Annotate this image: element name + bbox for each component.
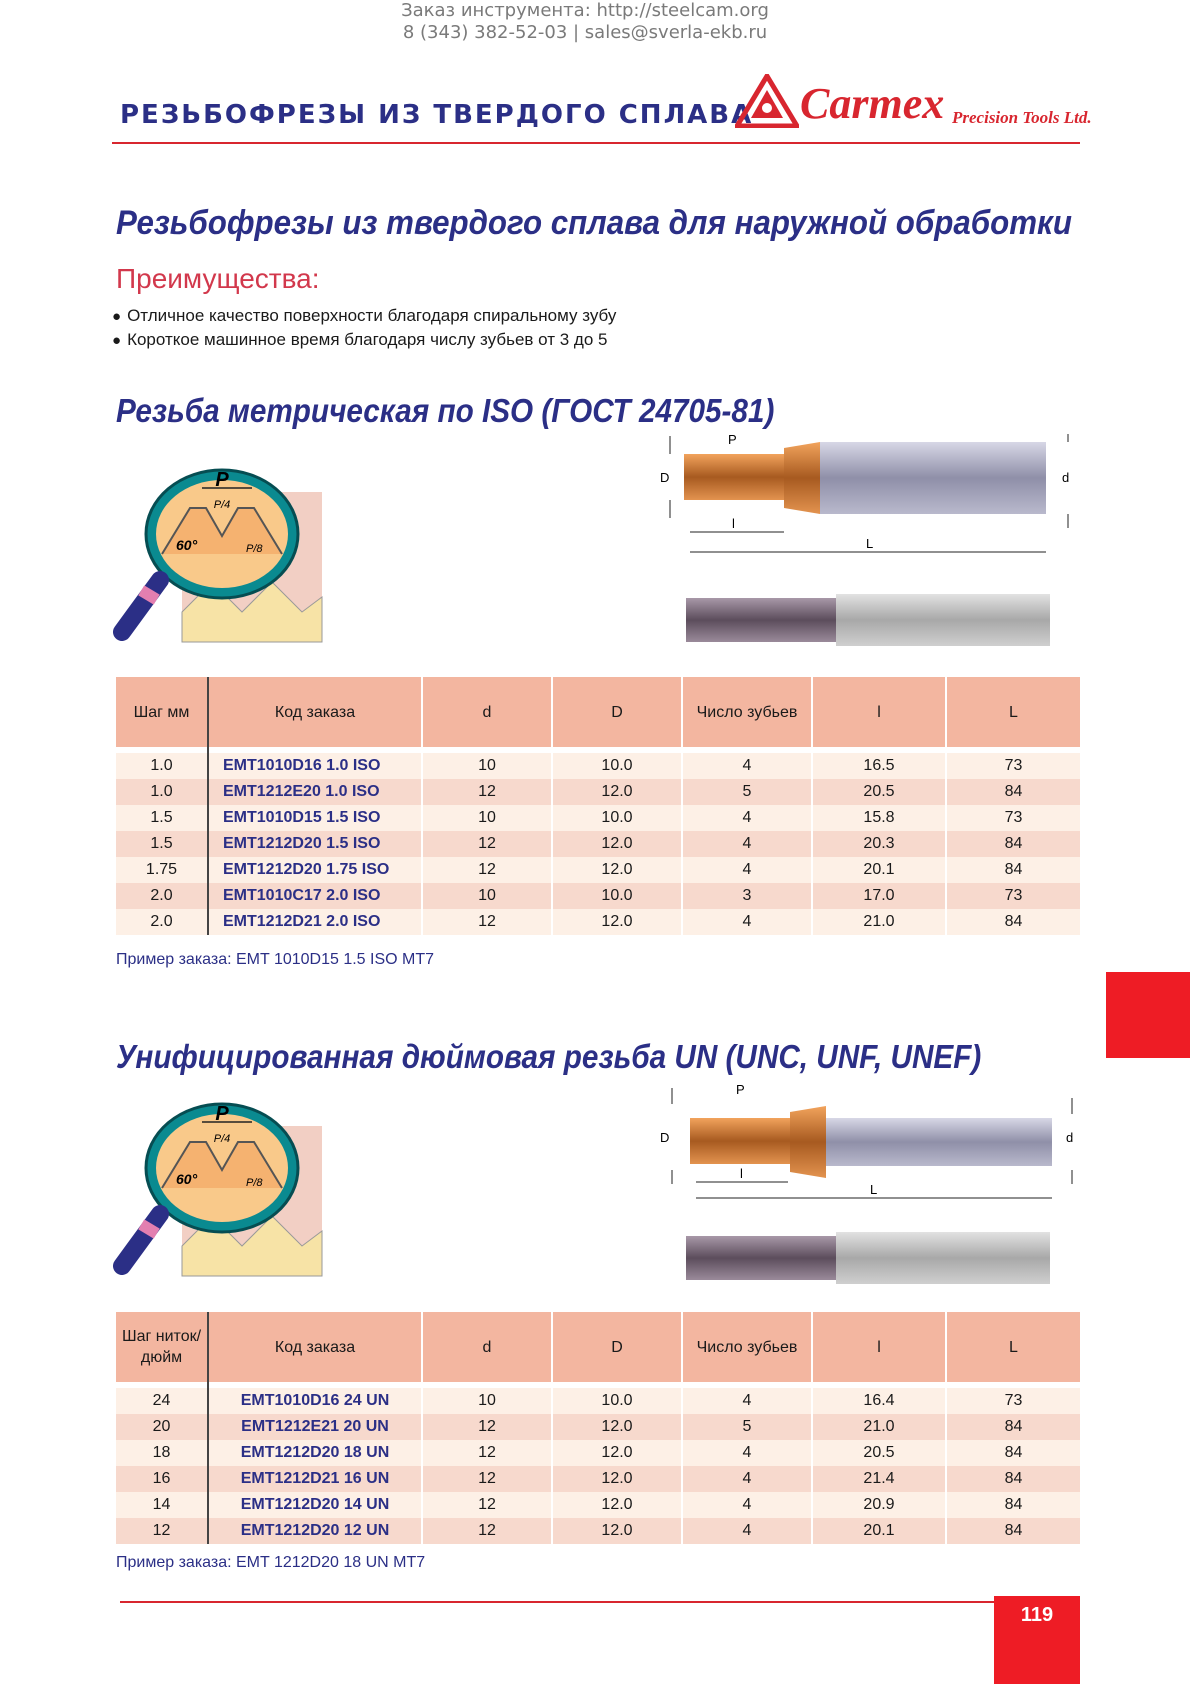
angle-value: 60 bbox=[176, 537, 192, 553]
cell-L: 84 bbox=[946, 909, 1080, 935]
cell-code: EMT1212D20 1.75 ISO bbox=[208, 857, 422, 883]
cell-d: 12 bbox=[422, 857, 552, 883]
logo-name: Carmex bbox=[800, 79, 945, 128]
cell-L: 84 bbox=[946, 857, 1080, 883]
table-row bbox=[116, 831, 1080, 857]
thread-profile-illustration bbox=[112, 462, 332, 658]
cell-pitch: 24 bbox=[116, 1388, 208, 1414]
cell-L: 84 bbox=[946, 779, 1080, 805]
cell-d: 10 bbox=[422, 753, 552, 779]
cell-teeth: 3 bbox=[682, 883, 812, 909]
col-header-teeth: Число зубьев bbox=[682, 677, 812, 747]
advantages-list bbox=[112, 304, 616, 352]
cell-teeth: 4 bbox=[682, 805, 812, 831]
cell-l: 16.5 bbox=[812, 753, 946, 779]
cell-code: EMT1010D15 1.5 ISO bbox=[208, 805, 422, 831]
cell-code: EMT1010D16 1.0 ISO bbox=[208, 753, 422, 779]
cell-teeth: 4 bbox=[682, 909, 812, 935]
cell-code: EMT1212D21 2.0 ISO bbox=[208, 909, 422, 935]
dim-L-label: L bbox=[866, 536, 874, 551]
cell-code: EMT1212D20 18 UN bbox=[208, 1440, 422, 1466]
carmex-logo-icon bbox=[735, 74, 799, 128]
p8-label: P/8 bbox=[246, 543, 263, 555]
cell-d: 10 bbox=[422, 1388, 552, 1414]
list-item: ● Короткое машинное время благодаря числу зубьев от 3 до 5 bbox=[112, 328, 616, 352]
cell-l: 16.4 bbox=[812, 1388, 946, 1414]
cell-l: 20.1 bbox=[812, 857, 946, 883]
dim-L-label: L bbox=[870, 1182, 878, 1197]
table-row bbox=[116, 883, 1080, 909]
cell-D: 12.0 bbox=[552, 779, 682, 805]
cell-L: 84 bbox=[946, 1518, 1080, 1544]
cell-pitch: 1.5 bbox=[116, 805, 208, 831]
iso-section-title: Резьба метрическая по ISO (ГОСТ 24705-81) bbox=[116, 392, 775, 429]
table-row bbox=[116, 909, 1080, 935]
cell-d: 12 bbox=[422, 779, 552, 805]
cell-teeth: 4 bbox=[682, 1466, 812, 1492]
cell-l: 20.5 bbox=[812, 779, 946, 805]
contact-url[interactable]: Заказ инструмента: http://steelcam.org bbox=[401, 0, 769, 21]
table-row bbox=[116, 779, 1080, 805]
cell-pitch: 12 bbox=[116, 1518, 208, 1544]
thread-profile-illustration bbox=[112, 1096, 332, 1292]
cell-teeth: 4 bbox=[682, 1492, 812, 1518]
dim-P-label: P bbox=[736, 1082, 745, 1097]
cell-l: 17.0 bbox=[812, 883, 946, 909]
logo-subtitle: Precision Tools Ltd. bbox=[952, 108, 1092, 127]
col-header-d: d bbox=[422, 677, 552, 747]
list-item: ● Отличное качество поверхности благодаря спиральному зубу bbox=[112, 304, 616, 328]
cell-D: 12.0 bbox=[552, 831, 682, 857]
cell-teeth: 4 bbox=[682, 1518, 812, 1544]
col-header-pitch: Шаг мм bbox=[116, 677, 208, 747]
cell-D: 12.0 bbox=[552, 1492, 682, 1518]
cell-teeth: 4 bbox=[682, 1388, 812, 1414]
cell-l: 15.8 bbox=[812, 805, 946, 831]
section-header-title: РЕЗЬБОФРЕЗЫ ИЗ ТВЕРДОГО СПЛАВА bbox=[120, 100, 754, 130]
p4-label: P/4 bbox=[213, 499, 231, 511]
cell-L: 73 bbox=[946, 805, 1080, 831]
endmill-photo bbox=[686, 1232, 1050, 1284]
col-header-pitch: Шаг ниток/ дюйм bbox=[116, 1312, 208, 1382]
contact-block bbox=[330, 0, 840, 44]
pitch-label: P bbox=[215, 469, 229, 491]
un-table bbox=[116, 1312, 1080, 1544]
cell-l: 20.1 bbox=[812, 1518, 946, 1544]
cell-code: EMT1212D20 1.5 ISO bbox=[208, 831, 422, 857]
cell-D: 12.0 bbox=[552, 1414, 682, 1440]
col-header-l: l bbox=[812, 677, 946, 747]
col-header-teeth: Число зубьев bbox=[682, 1312, 812, 1382]
contact-phone-email[interactable]: 8 (343) 382-52-03 | sales@sverla-ekb.ru bbox=[402, 22, 768, 43]
section-tab-marker bbox=[1106, 972, 1190, 1058]
table-row bbox=[116, 1440, 1080, 1466]
cell-L: 84 bbox=[946, 1414, 1080, 1440]
cell-D: 12.0 bbox=[552, 1466, 682, 1492]
cell-code: EMT1212D21 16 UN bbox=[208, 1466, 422, 1492]
un-section-title: Унифицированная дюймовая резьба UN (UNC, UNF, UNEF) bbox=[116, 1038, 982, 1075]
cell-pitch: 1.0 bbox=[116, 779, 208, 805]
cell-L: 84 bbox=[946, 1440, 1080, 1466]
cell-D: 10.0 bbox=[552, 753, 682, 779]
col-header-D: D bbox=[552, 677, 682, 747]
cell-teeth: 4 bbox=[682, 857, 812, 883]
cell-d: 12 bbox=[422, 1492, 552, 1518]
dim-d-label: d bbox=[1062, 470, 1070, 485]
endmill-dimension-drawing bbox=[660, 1074, 1080, 1204]
un-order-example: Пример заказа: EMT 1212D20 18 UN MT7 bbox=[116, 1554, 426, 1571]
p8-label: P/8 bbox=[246, 1177, 263, 1189]
cell-teeth: 5 bbox=[682, 1414, 812, 1440]
dim-P-label: P bbox=[728, 434, 737, 447]
cell-d: 12 bbox=[422, 1466, 552, 1492]
p4-label: P/4 bbox=[213, 1133, 231, 1145]
cell-pitch: 1.5 bbox=[116, 831, 208, 857]
cell-code: EMT1212D20 12 UN bbox=[208, 1518, 422, 1544]
cell-D: 10.0 bbox=[552, 805, 682, 831]
cell-pitch: 2.0 bbox=[116, 909, 208, 935]
col-header-code: Код заказа bbox=[208, 677, 422, 747]
cell-d: 10 bbox=[422, 883, 552, 909]
cell-D: 12.0 bbox=[552, 1518, 682, 1544]
cell-L: 73 bbox=[946, 883, 1080, 909]
col-header-D: D bbox=[552, 1312, 682, 1382]
cell-D: 10.0 bbox=[552, 883, 682, 909]
dim-D-label: D bbox=[660, 470, 670, 485]
cell-pitch: 2.0 bbox=[116, 883, 208, 909]
cell-pitch: 18 bbox=[116, 1440, 208, 1466]
cell-teeth: 4 bbox=[682, 753, 812, 779]
cell-d: 12 bbox=[422, 1440, 552, 1466]
cell-d: 12 bbox=[422, 1518, 552, 1544]
page-title: Резьбофрезы из твердого сплава для наружной обработки bbox=[116, 204, 1072, 242]
endmill-photo bbox=[686, 594, 1050, 646]
dim-D-label: D bbox=[660, 1130, 670, 1145]
table-row bbox=[116, 1388, 1080, 1414]
cell-d: 12 bbox=[422, 909, 552, 935]
cell-d: 10 bbox=[422, 805, 552, 831]
endmill-dimension-drawing bbox=[660, 434, 1080, 564]
col-header-L: L bbox=[946, 677, 1080, 747]
cell-L: 84 bbox=[946, 831, 1080, 857]
cell-L: 73 bbox=[946, 753, 1080, 779]
angle-label: 60° bbox=[176, 537, 198, 553]
cell-code: EMT1212E20 1.0 ISO bbox=[208, 779, 422, 805]
cell-L: 84 bbox=[946, 1492, 1080, 1518]
angle-label: 60° bbox=[176, 1171, 198, 1187]
dim-l-label: l bbox=[740, 1166, 743, 1181]
cell-l: 20.9 bbox=[812, 1492, 946, 1518]
cell-pitch: 20 bbox=[116, 1414, 208, 1440]
cell-code: EMT1212E21 20 UN bbox=[208, 1414, 422, 1440]
cell-teeth: 4 bbox=[682, 831, 812, 857]
iso-order-example: Пример заказа: EMT 1010D15 1.5 ISO MT7 bbox=[116, 951, 435, 968]
cell-pitch: 1.75 bbox=[116, 857, 208, 883]
cell-L: 84 bbox=[946, 1466, 1080, 1492]
page-number: 119 bbox=[994, 1596, 1080, 1684]
cell-d: 12 bbox=[422, 1414, 552, 1440]
cell-code: EMT1010C17 2.0 ISO bbox=[208, 883, 422, 909]
cell-teeth: 5 bbox=[682, 779, 812, 805]
cell-l: 20.5 bbox=[812, 1440, 946, 1466]
advantages-title: Преимущества: bbox=[116, 263, 320, 294]
footer-divider bbox=[120, 1601, 1000, 1603]
table-row bbox=[116, 1414, 1080, 1440]
cell-L: 73 bbox=[946, 1388, 1080, 1414]
iso-table bbox=[116, 677, 1080, 935]
cell-teeth: 4 bbox=[682, 1440, 812, 1466]
dim-l-label: l bbox=[732, 516, 735, 531]
col-header-L: L bbox=[946, 1312, 1080, 1382]
col-header-l: l bbox=[812, 1312, 946, 1382]
cell-code: EMT1212D20 14 UN bbox=[208, 1492, 422, 1518]
header-divider bbox=[112, 142, 1080, 144]
cell-l: 21.4 bbox=[812, 1466, 946, 1492]
dim-d-label: d bbox=[1066, 1130, 1074, 1145]
table-row bbox=[116, 1492, 1080, 1518]
cell-D: 12.0 bbox=[552, 909, 682, 935]
cell-pitch: 16 bbox=[116, 1466, 208, 1492]
cell-code: EMT1010D16 24 UN bbox=[208, 1388, 422, 1414]
cell-l: 20.3 bbox=[812, 831, 946, 857]
col-header-code: Код заказа bbox=[208, 1312, 422, 1382]
table-row bbox=[116, 857, 1080, 883]
table-row bbox=[116, 1518, 1080, 1544]
cell-D: 12.0 bbox=[552, 1440, 682, 1466]
cell-l: 21.0 bbox=[812, 909, 946, 935]
col-header-d: d bbox=[422, 1312, 552, 1382]
table-row bbox=[116, 1466, 1080, 1492]
cell-d: 12 bbox=[422, 831, 552, 857]
table-row bbox=[116, 805, 1080, 831]
cell-l: 21.0 bbox=[812, 1414, 946, 1440]
cell-D: 10.0 bbox=[552, 1388, 682, 1414]
cell-pitch: 1.0 bbox=[116, 753, 208, 779]
angle-value: 60 bbox=[176, 1171, 192, 1187]
cell-D: 12.0 bbox=[552, 857, 682, 883]
cell-pitch: 14 bbox=[116, 1492, 208, 1518]
table-row bbox=[116, 753, 1080, 779]
pitch-label: P bbox=[215, 1103, 229, 1125]
